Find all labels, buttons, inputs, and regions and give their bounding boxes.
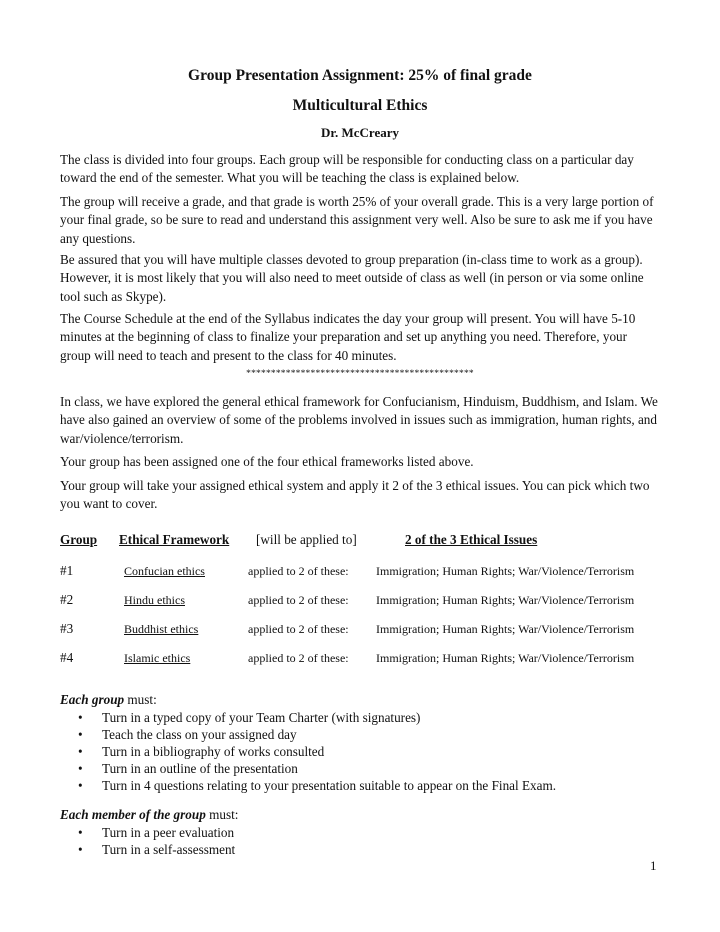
course-name: Multicultural Ethics [292, 97, 428, 114]
list-item [78, 760, 556, 777]
group-number: #3 [60, 621, 74, 636]
list-item [78, 726, 556, 743]
table-header-framework: Ethical Framework [119, 532, 230, 547]
applied-text: applied to 2 of these: [248, 622, 349, 636]
each-member-must: must: [205, 807, 239, 822]
bullet-icon: • [78, 744, 83, 759]
framework-name: Islamic ethics [124, 651, 191, 665]
list-item-text: Turn in an outline of the presentation [102, 761, 298, 776]
issues-text: Immigration; Human Rights; War/Violence/Terrorism [376, 622, 635, 636]
group-number: #2 [60, 592, 74, 607]
list-item [78, 709, 556, 726]
table-header-applied: [will be applied to] [256, 532, 357, 547]
paragraph-apply: Your group will take your assigned ethical system and apply it 2 of the 3 ethical issues. You can pick which two you want to cover. [60, 478, 650, 512]
applied-text: applied to 2 of these: [248, 564, 349, 578]
framework-name: Hindu ethics [124, 593, 185, 607]
each-member-heading [60, 807, 238, 823]
list-item-text: Turn in a bibliography of works consulted [102, 744, 325, 759]
page-number: 1 [650, 858, 657, 873]
each-member-list [78, 824, 235, 858]
paragraph-assigned: Your group has been assigned one of the four ethical frameworks listed above. [60, 454, 474, 469]
list-item-text: Turn in a typed copy of your Team Charter (with signatures) [102, 710, 421, 725]
list-item-text: Turn in 4 questions relating to your presentation suitable to appear on the Final Exam. [102, 778, 557, 793]
bullet-icon: • [78, 825, 83, 840]
list-item [78, 743, 556, 760]
group-number: #4 [60, 650, 74, 665]
framework-name: Confucian ethics [124, 564, 205, 578]
list-item-text: Turn in a self-assessment [102, 842, 236, 857]
paragraph-schedule: The Course Schedule at the end of the Syllabus indicates the day your group will present. You will have 5-10 minutes at the beginning of class to finalize your preparation and set up anything you need. Therefore, your group will need to teach and present to the class for 40 minutes. [60, 311, 636, 363]
issues-text: Immigration; Human Rights; War/Violence/Terrorism [376, 593, 635, 607]
group-number: #1 [60, 563, 74, 578]
paragraph-grade: The group will receive a grade, and that grade is worth 25% of your overall grade. This is a very large portion of your final grade, so be sure to read and understand this assignment very well. Also be sure to ask me if you have any questions. [60, 194, 654, 246]
list-item [78, 824, 235, 841]
paragraph-intro: The class is divided into four groups. Each group will be responsible for conducting class on a particular day toward the end of the semester. What you will be teaching the class is explained below. [60, 152, 634, 186]
table-header-group: Group [60, 532, 98, 547]
instructor-name: Dr. McCreary [321, 125, 399, 140]
assignment-title: Group Presentation Assignment: 25% of final grade [188, 67, 532, 84]
issues-text: Immigration; Human Rights; War/Violence/Terrorism [376, 564, 635, 578]
framework-name: Buddhist ethics [124, 622, 199, 636]
list-item-text: Teach the class on your assigned day [102, 727, 297, 742]
list-item [78, 777, 556, 794]
each-group-list [78, 709, 556, 794]
list-item [78, 841, 235, 858]
bullet-icon: • [78, 727, 83, 742]
each-group-heading [60, 692, 157, 708]
applied-text: applied to 2 of these: [248, 651, 349, 665]
each-group-lead: Each group [60, 692, 125, 707]
bullet-icon: • [78, 778, 83, 793]
issues-text: Immigration; Human Rights; War/Violence/Terrorism [376, 651, 635, 665]
paragraph-frameworks: In class, we have explored the general ethical framework for Confucianism, Hinduism, Buddhism, and Islam. We have also gained an overview of some of the problems involved in issues such as immigration, human rights, and war/violence/terrorism. [60, 394, 658, 446]
bullet-icon: • [78, 842, 83, 857]
bullet-icon: • [78, 710, 83, 725]
applied-text: applied to 2 of these: [248, 593, 349, 607]
list-item-text: Turn in a peer evaluation [102, 825, 235, 840]
each-group-must: must: [124, 692, 157, 707]
each-member-lead: Each member of the group [60, 807, 206, 822]
paragraph-preparation: Be assured that you will have multiple classes devoted to group preparation (in-class time to work as a group). However, it is most likely that you will also need to meet outside of class as well (in person or via some online tool such as Skype). [60, 252, 644, 304]
bullet-icon: • [78, 761, 83, 776]
separator: ********************************************** [246, 369, 474, 379]
table-header-issues: 2 of the 3 Ethical Issues [405, 532, 538, 547]
